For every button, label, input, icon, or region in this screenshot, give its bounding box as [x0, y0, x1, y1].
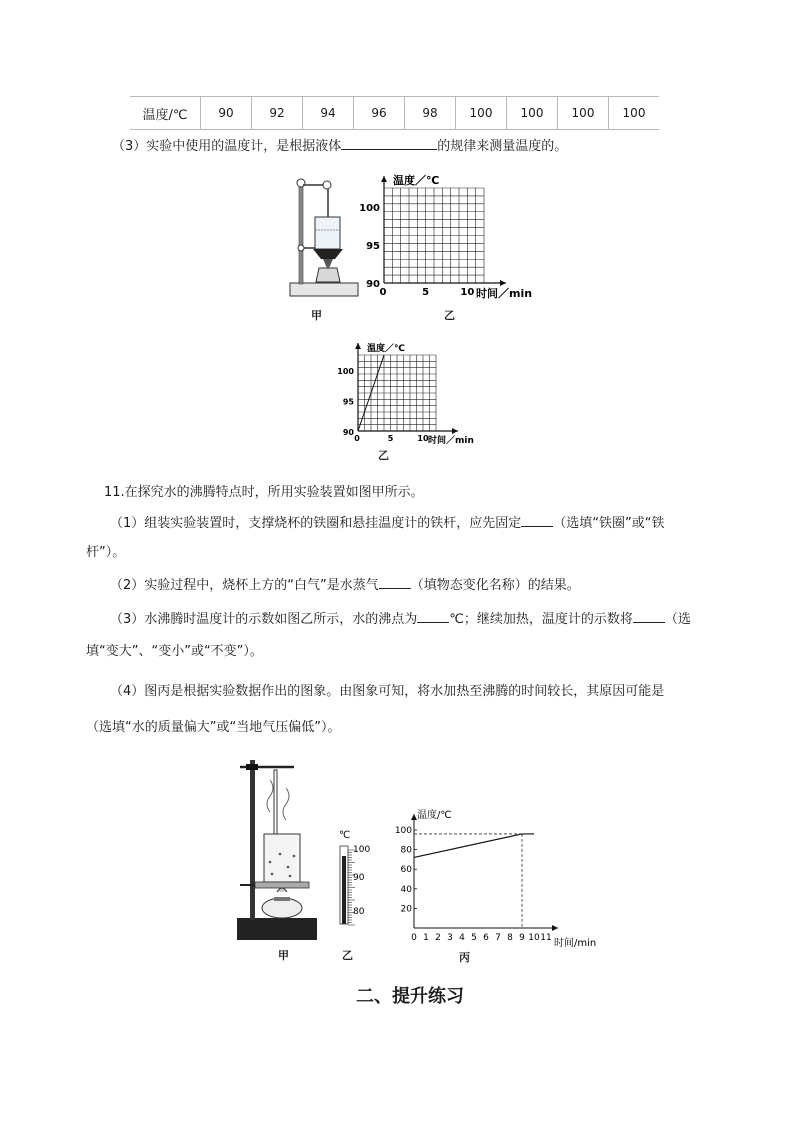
y-tick-label: 40 [400, 884, 412, 895]
table-cell: 100 [558, 97, 609, 130]
thermo-liquid [342, 856, 346, 924]
x-tick-label: 3 [447, 933, 453, 943]
x-tick-label: 10 [417, 434, 429, 443]
table-row [130, 97, 659, 130]
thermo-tick-label: 100 [353, 845, 371, 855]
x-tick-label: 2 [435, 933, 441, 943]
answer-blank [417, 610, 449, 623]
q11-p3-text-b: ℃；继续加热，温度计的示数将 [449, 612, 633, 627]
y-axis-label: 温度／℃ [367, 344, 405, 354]
thermo-tick-label: 90 [353, 873, 365, 883]
label-yi-2: 乙 [378, 449, 389, 462]
q11-p2-text-b: （填物态变化名称）的结果。 [410, 578, 580, 593]
q11-title: 11.在探究水的沸腾特点时，所用实验装置如图甲所示。 [104, 485, 424, 500]
apparatus-figure-1 [285, 170, 365, 305]
q11-part-4-cont: （选填“水的质量偏大”或“当地气压偏低”）。 [86, 720, 341, 735]
section-title: 二、提升练习 [356, 986, 464, 1007]
y-tick-label: 100 [394, 826, 412, 836]
table-cell: 100 [507, 97, 558, 130]
apparatus-figure-3 [232, 752, 324, 944]
table-cell: 100 [456, 97, 507, 130]
x-axis-arrow [552, 925, 558, 931]
y-tick-label: 95 [342, 397, 354, 407]
grid-chart-2 [338, 335, 488, 447]
answer-blank [379, 576, 411, 589]
table-header-cell: 温度/℃ [142, 107, 188, 123]
thermo-unit: ℃ [339, 830, 351, 841]
x-tick-label: 0 [379, 287, 387, 298]
label-jia: 甲 [311, 309, 322, 322]
label-yi: 乙 [444, 309, 455, 322]
x-axis-label: 时间／min [428, 436, 474, 446]
q11-p3-text-c: （选 [664, 612, 691, 627]
y-tick-label: 95 [366, 241, 380, 252]
answer-blank [341, 137, 437, 150]
x-axis-label: 时间／min [476, 287, 533, 300]
x-tick-label: 10 [528, 933, 540, 943]
answer-blank [633, 610, 665, 623]
y-tick-label: 90 [342, 428, 354, 437]
x-tick-label: 5 [387, 434, 394, 443]
x-tick-label: 4 [459, 933, 465, 943]
x-axis-label: 时间/min [554, 938, 597, 949]
y-axis-label: 温度/℃ [417, 810, 452, 821]
label-yi-3: 乙 [342, 949, 353, 962]
q11-part-4: （4）图丙是根据实验数据作出的图象。由图象可知，将水加热至沸腾的时间较长，其原因可能是 [110, 684, 665, 699]
label-jia-3: 甲 [278, 949, 289, 962]
y-tick-label: 100 [337, 367, 354, 377]
y-tick-label: 100 [359, 203, 380, 214]
table-cell: 100 [609, 97, 660, 130]
y-axis-arrow [355, 343, 361, 349]
y-tick-label: 60 [400, 865, 412, 876]
q10-3-text-after: 的规律来测量温度的。 [437, 139, 568, 154]
table-cell: 96 [354, 97, 405, 130]
x-tick-label: 11 [540, 933, 552, 943]
q11-p1-text: （1）组装实验装置时，支撑烧杯的铁圈和悬挂温度计的铁杆，应先固定 [110, 516, 522, 531]
y-axis-label: 温度／℃ [393, 174, 440, 187]
q11-p3-text: （3）水沸腾时温度计的示数如图乙所示，水的沸点为 [110, 612, 418, 627]
table-cell: 90 [201, 97, 252, 130]
x-tick-label: 5 [471, 933, 477, 943]
x-tick-label: 9 [519, 933, 525, 943]
x-tick-label: 10 [460, 287, 475, 298]
line-chart-bing [388, 800, 597, 949]
x-axis-arrow [500, 280, 506, 286]
q11-part-2 [110, 574, 580, 593]
grid-chart-1 [359, 160, 537, 300]
thermo-tick-label: 80 [353, 907, 365, 917]
temperature-table [130, 96, 659, 130]
y-axis-arrow [381, 176, 387, 182]
x-axis-arrow [452, 428, 458, 434]
q11-part-1 [110, 512, 665, 531]
q11-part-1-cont: 杆”）。 [86, 545, 126, 560]
label-bing: 丙 [459, 951, 470, 964]
y-tick-label: 90 [366, 279, 380, 290]
x-tick-label: 0 [354, 434, 360, 443]
x-tick-label: 7 [495, 933, 501, 943]
table-cell: 94 [303, 97, 354, 130]
table-cell: 92 [252, 97, 303, 130]
thermometer-figure [325, 828, 373, 926]
q11-p1-text-b: （选填“铁圈”或“铁 [553, 516, 665, 531]
y-tick-label: 80 [400, 845, 412, 856]
x-tick-label: 5 [422, 287, 430, 298]
answer-blank [521, 514, 553, 527]
q11-p2-text: （2）实验过程中，烧杯上方的“白气”是水蒸气 [110, 578, 379, 593]
question-10-3 [112, 135, 567, 154]
table-cell: 98 [405, 97, 456, 130]
q11-part-3 [110, 608, 691, 627]
x-tick-label: 6 [483, 933, 489, 943]
q10-3-text: （3）实验中使用的温度计，是根据液体 [112, 139, 342, 154]
x-tick-label: 0 [411, 933, 417, 943]
y-tick-label: 20 [400, 904, 412, 915]
x-tick-label: 1 [423, 933, 429, 943]
x-tick-label: 8 [507, 933, 513, 943]
series-line [414, 834, 534, 858]
q11-part-3-cont: 填“变大”、“变小”或“不变”）。 [86, 644, 263, 659]
